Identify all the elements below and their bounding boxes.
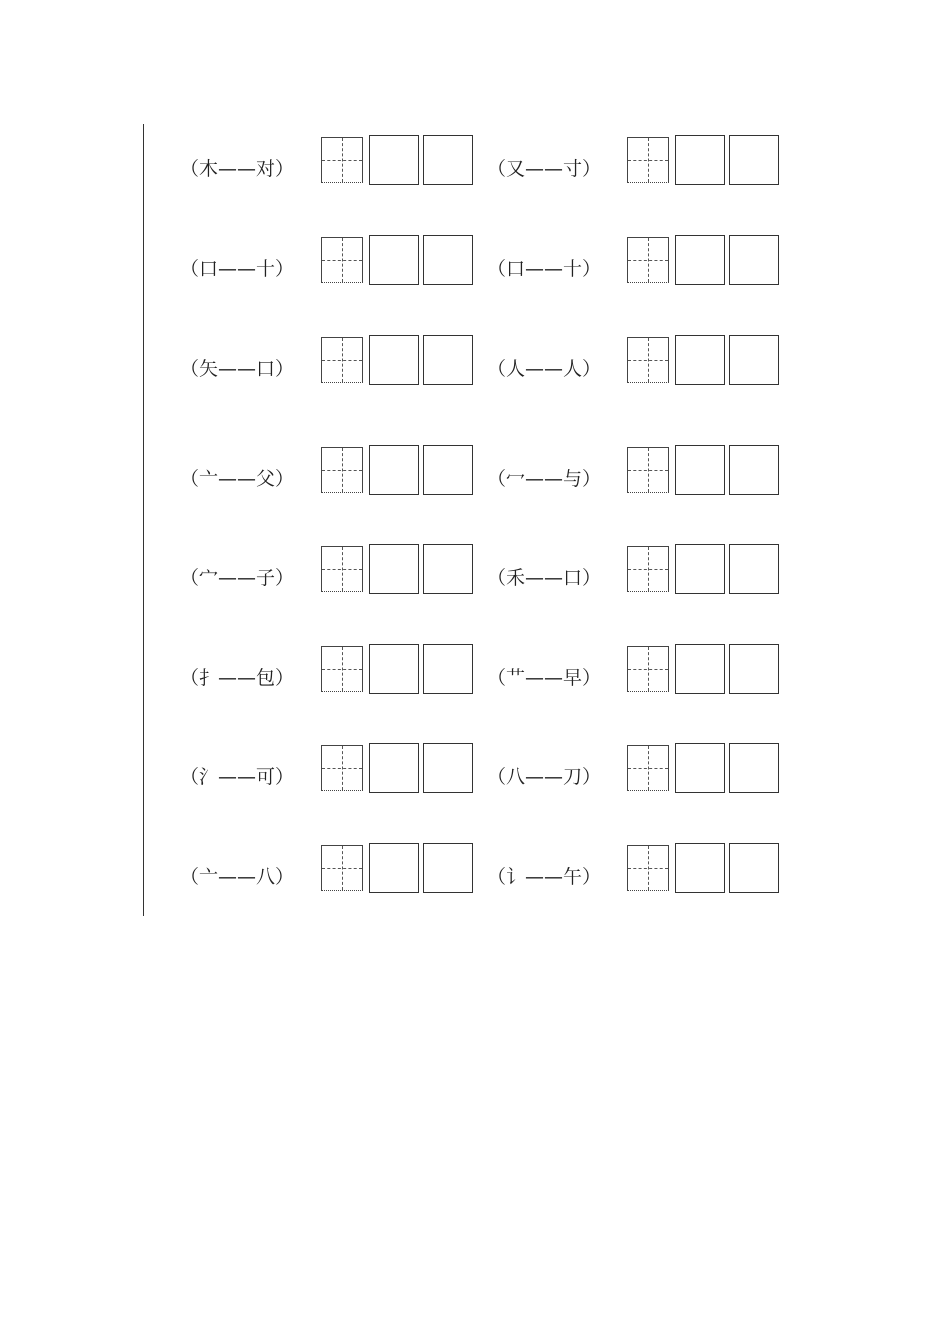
tian-grid-writing-box[interactable] bbox=[627, 546, 669, 592]
worksheet-row bbox=[0, 125, 950, 185]
answer-box[interactable] bbox=[423, 644, 473, 694]
tian-grid-writing-box[interactable] bbox=[627, 447, 669, 493]
answer-box[interactable] bbox=[729, 544, 779, 594]
answer-box[interactable] bbox=[675, 235, 725, 285]
worksheet-row bbox=[0, 325, 950, 385]
answer-box[interactable] bbox=[729, 445, 779, 495]
tian-grid-writing-box[interactable] bbox=[321, 745, 363, 791]
answer-box[interactable] bbox=[675, 743, 725, 793]
answer-box[interactable] bbox=[675, 843, 725, 893]
worksheet-row bbox=[0, 833, 950, 893]
tian-grid-writing-box[interactable] bbox=[321, 237, 363, 283]
answer-box[interactable] bbox=[369, 743, 419, 793]
component-label: （人——人） bbox=[487, 358, 602, 380]
component-label: （氵——可） bbox=[180, 766, 295, 788]
component-label: （扌——包） bbox=[180, 667, 295, 689]
answer-box[interactable] bbox=[729, 235, 779, 285]
answer-box[interactable] bbox=[423, 544, 473, 594]
answer-box[interactable] bbox=[369, 235, 419, 285]
answer-box[interactable] bbox=[675, 644, 725, 694]
tian-grid-writing-box[interactable] bbox=[321, 337, 363, 383]
tian-grid-writing-box[interactable] bbox=[627, 845, 669, 891]
answer-box[interactable] bbox=[729, 743, 779, 793]
component-label: （又——寸） bbox=[487, 158, 602, 180]
component-label: （木——对） bbox=[180, 158, 295, 180]
answer-box[interactable] bbox=[369, 644, 419, 694]
answer-box[interactable] bbox=[423, 743, 473, 793]
answer-box[interactable] bbox=[729, 135, 779, 185]
answer-box[interactable] bbox=[675, 135, 725, 185]
component-label: （矢——口） bbox=[180, 358, 295, 380]
tian-grid-writing-box[interactable] bbox=[321, 447, 363, 493]
tian-grid-writing-box[interactable] bbox=[627, 237, 669, 283]
component-label: （讠——午） bbox=[487, 866, 602, 888]
answer-box[interactable] bbox=[423, 843, 473, 893]
answer-box[interactable] bbox=[729, 644, 779, 694]
answer-box[interactable] bbox=[369, 843, 419, 893]
component-label: （亠——八） bbox=[180, 866, 295, 888]
answer-box[interactable] bbox=[423, 335, 473, 385]
component-label: （口——十） bbox=[180, 258, 295, 280]
answer-box[interactable] bbox=[423, 445, 473, 495]
tian-grid-writing-box[interactable] bbox=[321, 845, 363, 891]
answer-box[interactable] bbox=[729, 335, 779, 385]
answer-box[interactable] bbox=[369, 544, 419, 594]
tian-grid-writing-box[interactable] bbox=[627, 337, 669, 383]
answer-box[interactable] bbox=[369, 445, 419, 495]
answer-box[interactable] bbox=[369, 135, 419, 185]
component-label: （冖——与） bbox=[487, 468, 602, 490]
answer-box[interactable] bbox=[369, 335, 419, 385]
component-label: （禾——口） bbox=[487, 567, 602, 589]
tian-grid-writing-box[interactable] bbox=[627, 646, 669, 692]
answer-box[interactable] bbox=[675, 544, 725, 594]
answer-box[interactable] bbox=[423, 235, 473, 285]
tian-grid-writing-box[interactable] bbox=[627, 137, 669, 183]
worksheet-row bbox=[0, 534, 950, 594]
answer-box[interactable] bbox=[675, 445, 725, 495]
answer-box[interactable] bbox=[423, 135, 473, 185]
answer-box[interactable] bbox=[729, 843, 779, 893]
component-label: （艹——早） bbox=[487, 667, 602, 689]
worksheet-row bbox=[0, 634, 950, 694]
tian-grid-writing-box[interactable] bbox=[321, 646, 363, 692]
worksheet-row bbox=[0, 225, 950, 285]
tian-grid-writing-box[interactable] bbox=[321, 137, 363, 183]
answer-box[interactable] bbox=[675, 335, 725, 385]
worksheet-row bbox=[0, 733, 950, 793]
tian-grid-writing-box[interactable] bbox=[627, 745, 669, 791]
tian-grid-writing-box[interactable] bbox=[321, 546, 363, 592]
component-label: （亠——父） bbox=[180, 468, 295, 490]
component-label: （八——刀） bbox=[487, 766, 602, 788]
worksheet-row bbox=[0, 435, 950, 495]
component-label: （宀——子） bbox=[180, 567, 295, 589]
component-label: （口——十） bbox=[487, 258, 602, 280]
